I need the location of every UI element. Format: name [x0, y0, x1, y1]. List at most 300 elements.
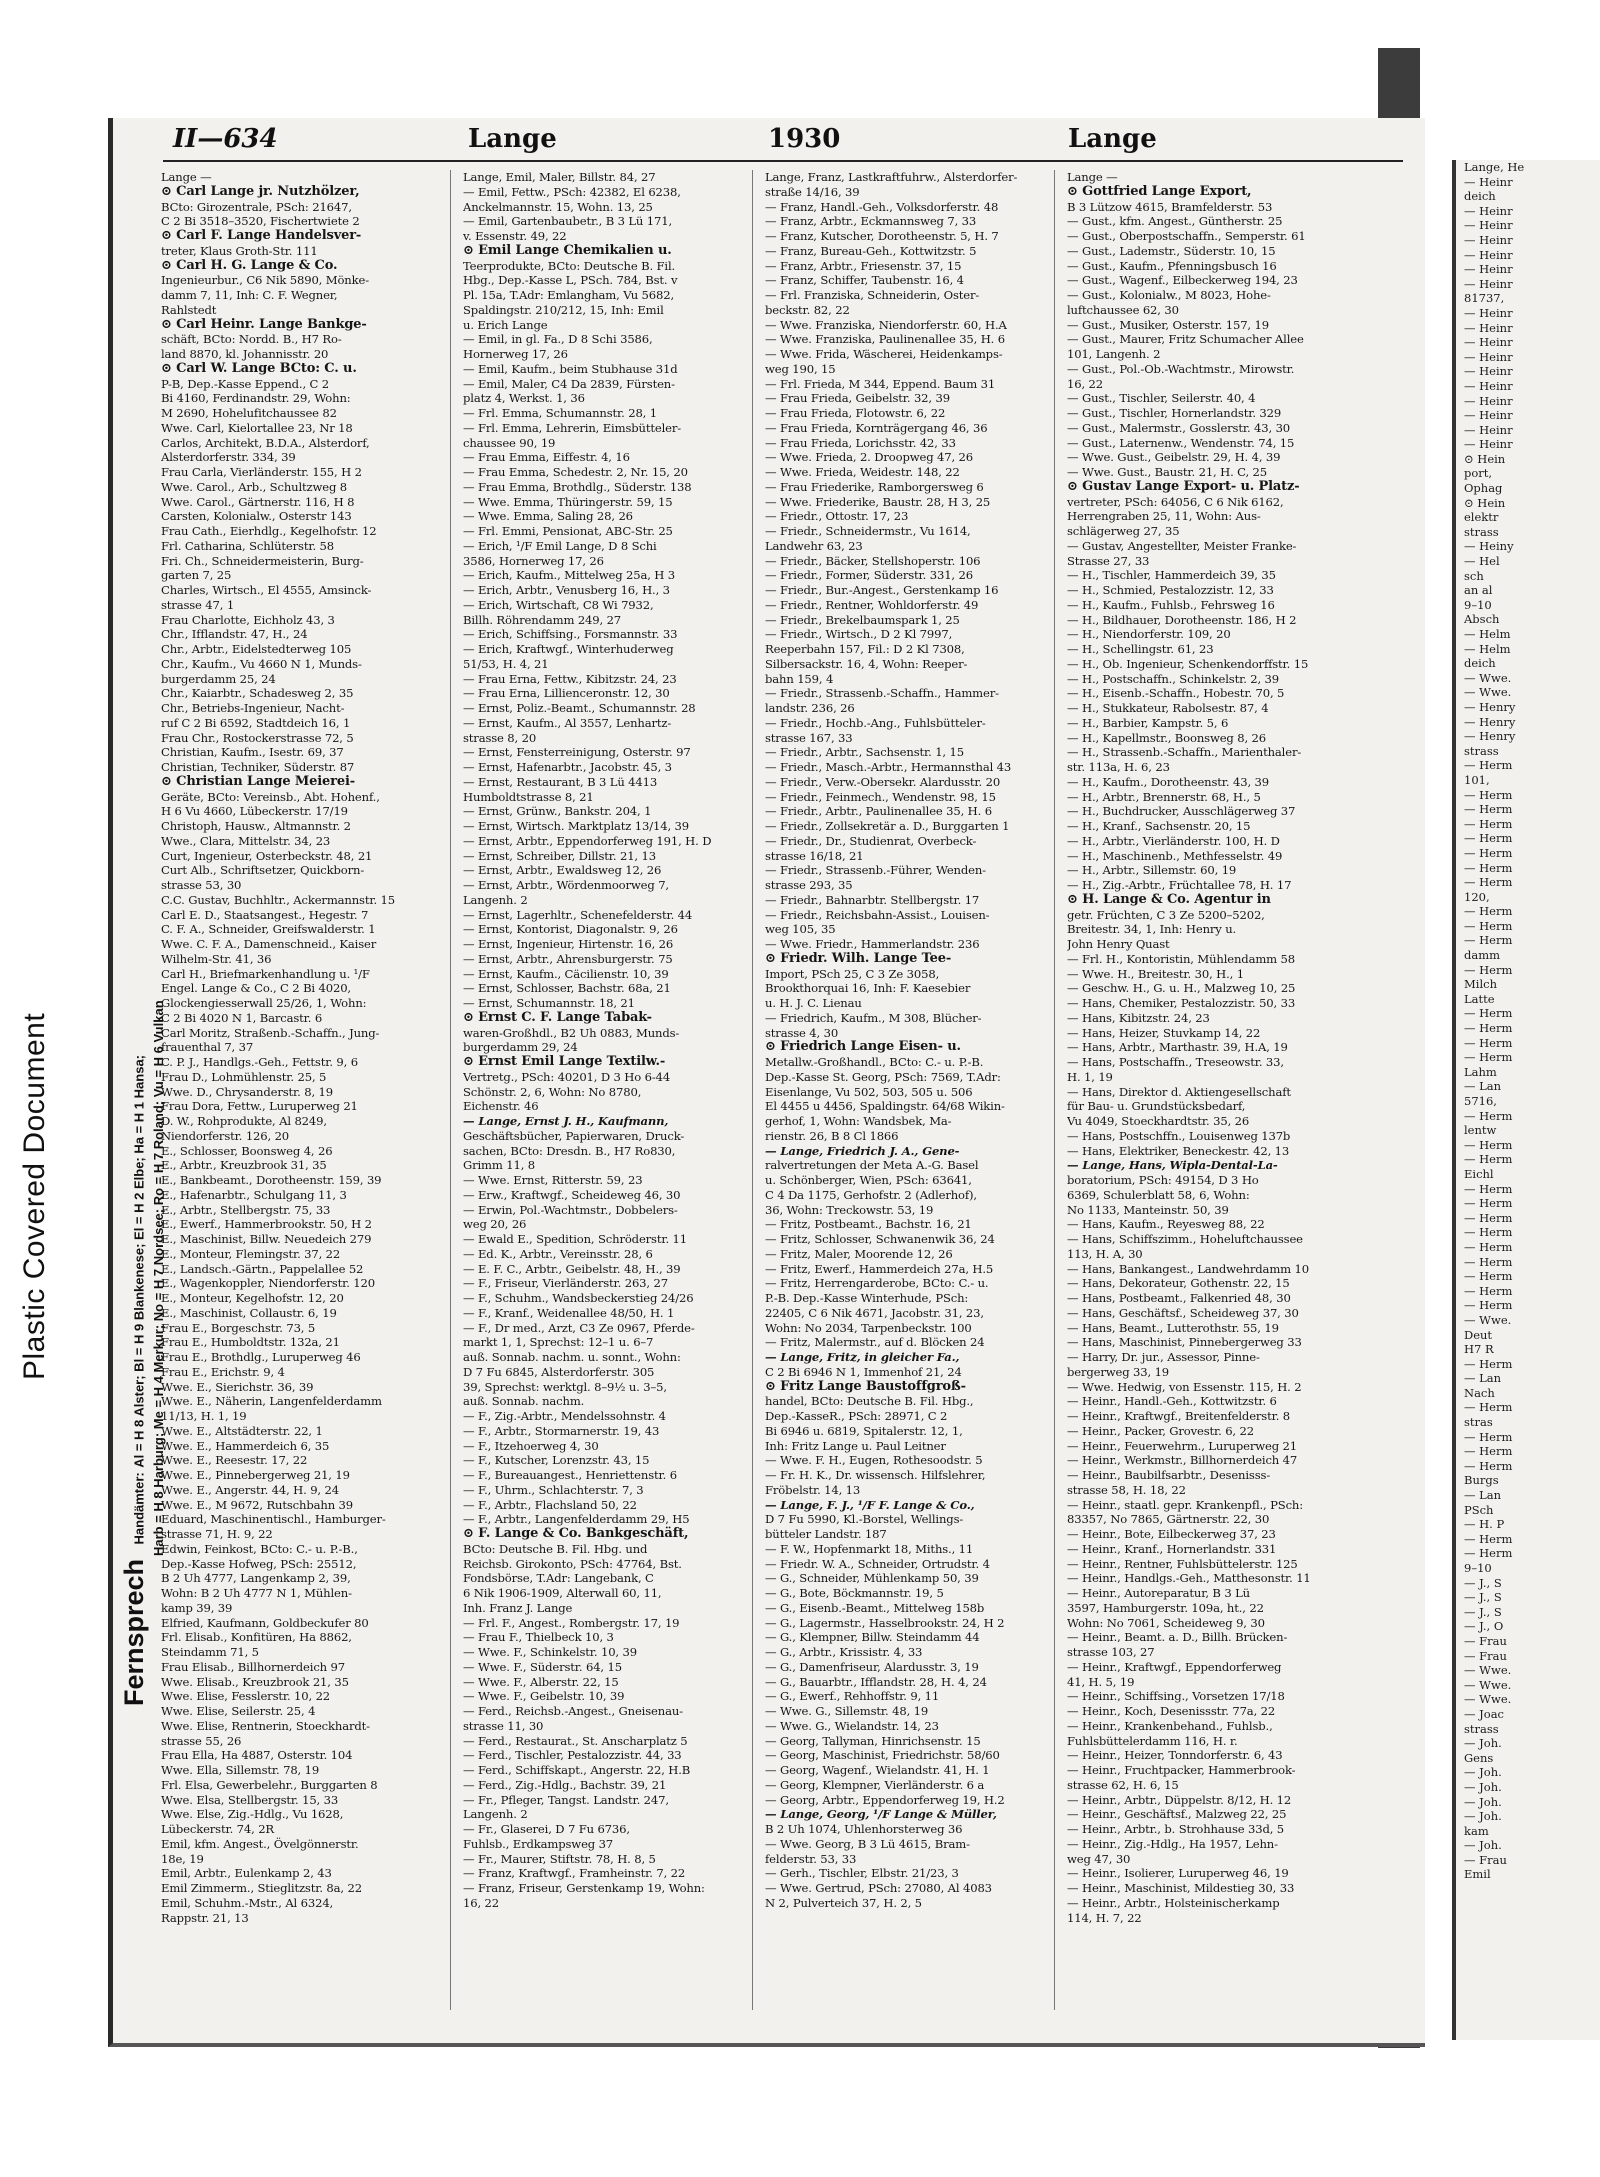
directory-entry-line: Fuhlsb., Erdkampsweg 37: [463, 1836, 614, 1851]
directory-entry-line: Inh: Fritz Lange u. Paul Leitner: [765, 1438, 946, 1453]
directory-entry-line: damm 7, 11, Inh: C. F. Wegner,: [161, 288, 338, 302]
directory-entry-line: Frau Dora, Fettw., Luruperweg 21: [161, 1099, 358, 1114]
directory-entry-line: — Wwe. Georg, B 3 Lü 4615, Bram-: [765, 1836, 970, 1851]
directory-entry-line: — G., Klempner, Billw. Steindamm 44: [765, 1630, 980, 1645]
adjacent-page-line: — Wwe.: [1464, 670, 1512, 685]
adjacent-page-line: — Heinr: [1464, 335, 1513, 350]
directory-entry-line: — H., Arbtr., Brennerstr. 68, H., 5: [1067, 789, 1261, 804]
directory-entry-line: — Gust., Pol.-Ob.-Wachtmstr., Mirowstr.: [1067, 361, 1295, 376]
directory-entry-line: — F., Arbtr., Stormarnerstr. 19, 43: [463, 1423, 660, 1438]
directory-entry-line: Wwe. Elise, Seilerstr. 25, 4: [161, 1704, 316, 1718]
directory-entry-line: C 4 Da 1175, Gerhofstr. 2 (Adlerhof),: [765, 1187, 977, 1202]
directory-entry-line: 16, 22: [463, 1895, 499, 1910]
directory-entry-line: Wwe. E., Angerstr. 44, H. 9, 24: [161, 1482, 339, 1497]
legend-subtitle: Handämter:: [131, 1472, 147, 1545]
directory-entry-line: — Frl. Emma, Schumannstr. 28, 1: [463, 406, 657, 420]
directory-entry-line: — Heinr., Packer, Grovestr. 6, 22: [1067, 1423, 1254, 1438]
directory-entry-line: — Frau Frieda, Flotowstr. 6, 22: [765, 406, 946, 420]
directory-entry-line: — Wwe. G., Wielandstr. 14, 23: [765, 1718, 939, 1733]
directory-entry-line: — Gust., Oberpostschaffn., Semperstr. 61: [1067, 229, 1306, 243]
directory-entry-line: handel, BCto: Deutsche B. Fil. Hbg.,: [765, 1394, 974, 1409]
directory-entry-line: Engel. Lange & Co., C 2 Bi 4020,: [161, 981, 351, 996]
adjacent-page-line: Ophag: [1464, 481, 1503, 496]
directory-entry-line: Lange —: [1067, 170, 1118, 184]
adjacent-page-line: — Herm: [1464, 904, 1513, 919]
adjacent-page-line: Eichl: [1464, 1166, 1494, 1181]
directory-column-2: [463, 170, 739, 2030]
directory-entry-line: — Ferd., Zig.-Hdlg., Bachstr. 39, 21: [463, 1777, 667, 1792]
directory-entry-line: Carsten, Kolonialw., Osterstr 143: [161, 509, 352, 524]
header-keyword-right: Lange: [1068, 124, 1157, 154]
adjacent-page-line: — Heinr: [1464, 378, 1513, 393]
directory-entry-line: Frau Chr., Rostockerstrasse 72, 5: [161, 730, 354, 745]
directory-entry-line: C 2 Bi 3518–3520, Fischertwiete 2: [161, 214, 360, 229]
directory-entry-line: schlägerweg 27, 35: [1067, 524, 1180, 538]
adjacent-page-line: — Herm: [1464, 962, 1513, 977]
directory-entry-line: — Wwe. Friedr., Hammerlandstr. 236: [765, 937, 980, 951]
adjacent-page-line: — Herm: [1464, 1531, 1513, 1546]
directory-entry-line: — Ernst, Kaufm., Al 3557, Lenhartz-: [463, 715, 672, 730]
adjacent-page-line: — Wwe.: [1464, 1692, 1512, 1707]
directory-entry-line: Carl E. D., Staatsangest., Hegestr. 7: [161, 907, 369, 922]
directory-entry-line: — Friedrich, Kaufm., M 308, Blücher-: [765, 1010, 982, 1025]
directory-entry-line: bahn 159, 4: [765, 671, 834, 686]
directory-entry-line: C. P. J., Handlgs.-Geh., Fettstr. 9, 6: [161, 1055, 358, 1069]
directory-entry-line: — F., Itzehoerweg 4, 30: [463, 1438, 599, 1453]
directory-entry-line: Wohn: B 2 Uh 4777 N 1, Mühlen-: [161, 1586, 352, 1600]
directory-entry-line: — H., Tischler, Hammerdeich 39, 35: [1067, 568, 1276, 583]
directory-entry-line: Chr., Kaiarbtr., Schadesweg 2, 35: [161, 686, 354, 701]
adjacent-page-line: — Herm: [1464, 1283, 1513, 1298]
directory-entry-line: Wwe. Elise, Rentnerin, Stoeckhardt-: [161, 1718, 370, 1733]
directory-entry-line: Langenh. 2: [463, 892, 528, 907]
directory-entry-line: — Heinr., Zig.-Hdlg., Ha 1957, Lehn-: [1067, 1836, 1278, 1851]
directory-entry-line: — Hans, Kibitzstr. 24, 23: [1067, 1010, 1210, 1025]
directory-entry-line: — Ernst, Grünw., Bankstr. 204, 1: [463, 804, 652, 819]
directory-entry-line: — Heinr., Heizer, Tonndorferstr. 6, 43: [1067, 1748, 1283, 1763]
directory-entry-line: u. Schönberger, Wien, PSch: 63641,: [765, 1173, 972, 1187]
directory-entry-line: 101, Langenh. 2: [1067, 347, 1161, 361]
directory-entry-line: — H., Strassenb.-Schaffn., Marienthaler-: [1067, 745, 1302, 760]
adjacent-page-line: damm: [1464, 948, 1501, 963]
directory-entry-line: — Wwe. F., Geibelstr. 10, 39: [463, 1689, 625, 1704]
adjacent-page-fragment: [1452, 160, 1600, 2040]
adjacent-page-line: — Herm: [1464, 1181, 1513, 1196]
directory-entry-line: — Friedr., Arbtr., Paulinenallee 35, H. 6: [765, 804, 992, 819]
directory-entry-line: schäft, BCto: Nordd. B., H7 Ro-: [161, 332, 342, 347]
directory-entry-line: Frau E., Humboldtstr. 132a, 21: [161, 1335, 340, 1350]
directory-entry-line: Herrengraben 25, 11, Wohn: Aus-: [1067, 509, 1261, 524]
directory-entry-line: Dep.-Kasse Hofweg, PSch: 25512,: [161, 1556, 357, 1571]
directory-entry-line: Emil, kfm. Angest., Övelgönnerstr.: [161, 1836, 359, 1851]
directory-entry-line: — Heinr., Isolierer, Luruperweg 46, 19: [1067, 1866, 1289, 1881]
directory-entry-line: — Hans, Dekorateur, Gothenstr. 22, 15: [1067, 1276, 1290, 1291]
directory-entry-line: Wwe. Carol., Gärtnerstr. 116, H 8: [161, 494, 355, 509]
directory-entry-line: — Friedr., Arbtr., Sachsenstr. 1, 15: [765, 745, 964, 760]
adjacent-page-line: — Herm: [1464, 816, 1513, 831]
directory-entry-line: Dep.-KasseR., PSch: 28971, C 2: [765, 1409, 948, 1423]
adjacent-page-line: — Herm: [1464, 1444, 1513, 1459]
directory-entry-line: Curt, Ingenieur, Osterbeckstr. 48, 21: [161, 848, 373, 863]
directory-entry-line: kamp 39, 39: [161, 1600, 233, 1615]
directory-entry-line: Frl. Elisab., Konfitüren, Ha 8862,: [161, 1630, 352, 1645]
directory-entry-line: — G., Ewerf., Rehhoffstr. 9, 11: [765, 1689, 940, 1704]
header-year: 1930: [768, 124, 841, 154]
directory-entry-line: 36, Wohn: Treckowstr. 53, 19: [765, 1202, 934, 1217]
adjacent-page-line: — Herm: [1464, 787, 1513, 802]
adjacent-page-line: deich: [1464, 656, 1496, 671]
adjacent-page-line: — Helm: [1464, 627, 1511, 641]
directory-entry-line: frauenthal 7, 37: [161, 1040, 254, 1055]
directory-entry-line: u. H. J. C. Lienau: [765, 996, 862, 1010]
directory-entry-line: — Frl. Emma, Lehrerin, Eimsbütteler-: [463, 420, 682, 435]
directory-entry-line: Humboldtstrasse 8, 21: [463, 789, 594, 804]
adjacent-page-line: — J., S: [1464, 1604, 1502, 1619]
directory-entry-line: Emil, Schuhm.-Mstr., Al 6324,: [161, 1895, 334, 1910]
adjacent-page-line: — Herm: [1464, 860, 1513, 875]
directory-entry-line: Vertretg., PSch: 40201, D 3 Ho 6-44: [463, 1069, 671, 1084]
directory-entry-line: 113, H. A, 30: [1067, 1246, 1143, 1261]
directory-entry-line: — Frl. Franziska, Schneiderin, Oster-: [765, 288, 980, 302]
directory-entry-line: ⊙ Ernst C. F. Lange Tabak-: [463, 1009, 652, 1025]
adjacent-page-line: elektr: [1464, 510, 1499, 525]
directory-entry-line: — G., Damenfriseur, Alardusstr. 3, 19: [765, 1659, 979, 1674]
adjacent-page-line: — Joh.: [1464, 1736, 1502, 1751]
directory-entry-line: ruf C 2 Bi 6592, Stadtdeich 16, 1: [161, 715, 351, 730]
directory-entry-line: — Emil, Gartenbaubetr., B 3 Lü 171,: [463, 214, 672, 229]
directory-entry-line: Wwe. Elise, Fesslerstr. 10, 22: [161, 1689, 331, 1704]
adjacent-page-line: — Herm: [1464, 1021, 1513, 1036]
directory-entry-line: — Ernst, Ingenieur, Hirtenstr. 16, 26: [463, 937, 674, 951]
directory-entry-line: — Ernst, Lagerhltr., Schenefelderstr. 44: [463, 907, 693, 922]
adjacent-page-line: — Wwe.: [1464, 1312, 1512, 1327]
directory-entry-line: — Wwe. Ernst, Ritterstr. 59, 23: [463, 1173, 643, 1187]
directory-entry-line: weg 105, 35: [765, 922, 836, 937]
adjacent-page-line: — Heiny: [1464, 539, 1514, 554]
adjacent-page-line: — Lan: [1464, 1371, 1502, 1386]
directory-entry-line: Frau Carla, Vierländerstr. 155, H 2: [161, 465, 362, 479]
adjacent-page-line: — Heinr: [1464, 203, 1513, 218]
directory-entry-line: v. Essenstr. 49, 22: [463, 229, 567, 243]
directory-entry-line: — Lange, Georg, ¹/F Lange & Müller,: [765, 1807, 997, 1822]
directory-entry-line: — Fritz, Ewerf., Hammerdeich 27a, H.5: [765, 1261, 994, 1276]
directory-entry-line: — Gust., Wagenf., Eilbeckerweg 194, 23: [1067, 273, 1298, 288]
directory-entry-line: — Wwe. Friederike, Baustr. 28, H 3, 25: [765, 494, 991, 509]
directory-entry-line: markt 1, 1, Sprechst: 12–1 u. 6–7: [463, 1335, 654, 1350]
directory-entry-line: Frl. Elsa, Gewerbelehr., Burggarten 8: [161, 1777, 378, 1792]
directory-entry-line: — Hans, Postbeamt., Falkenried 48, 30: [1067, 1291, 1291, 1305]
directory-entry-line: — G., Bote, Böckmannstr. 19, 5: [765, 1586, 944, 1600]
directory-entry-line: strasse 4, 30: [765, 1025, 839, 1040]
directory-entry-line: — Fritz, Schlosser, Schwanenwik 36, 24: [765, 1232, 995, 1246]
directory-entry-line: M 2690, Hohelufitchaussee 82: [161, 406, 337, 420]
directory-entry-line: — Ferd., Tischler, Pestalozzistr. 44, 33: [463, 1748, 682, 1763]
directory-entry-line: chaussee 90, 19: [463, 435, 556, 450]
directory-entry-line: ⊙ Friedrich Lange Eisen- u.: [765, 1039, 961, 1055]
directory-entry-line: — Ernst, Hafenarbtr., Jacobstr. 45, 3: [463, 760, 672, 774]
column-divider: [450, 170, 451, 2010]
directory-entry-line: Strasse 27, 33: [1067, 553, 1150, 568]
directory-entry-line: — Ernst, Arbtr., Wördenmoorweg 7,: [463, 878, 669, 892]
adjacent-page-line: — Heinr: [1464, 422, 1513, 437]
directory-entry-line: — Friedr., Zollsekretär a. D., Burggarten 1: [765, 819, 1010, 833]
adjacent-page-line: ⊙ Hein: [1464, 451, 1506, 466]
directory-entry-line: burgerdamm 29, 24: [463, 1040, 578, 1055]
adjacent-page-line: — Herm: [1464, 1429, 1513, 1444]
directory-entry-line: — Lange, Fritz, in gleicher Fa.,: [765, 1350, 960, 1364]
adjacent-page-line: — Joh.: [1464, 1838, 1502, 1853]
directory-entry-line: — Ernst, Arbtr., Ewaldsweg 12, 26: [463, 863, 662, 878]
adjacent-page-line: — Heinr: [1464, 320, 1513, 335]
directory-entry-line: Vu 4049, Stoeckhardtstr. 35, 26: [1067, 1114, 1250, 1128]
directory-entry-line: Frau E., Erichstr. 9, 4: [161, 1364, 285, 1379]
directory-entry-line: — Emil, Kaufm., beim Stubhause 31d: [463, 361, 678, 376]
directory-entry-line: — Fr., Glaserei, D 7 Fu 6736,: [463, 1822, 630, 1836]
directory-entry-line: — Heinr., Feuerwehrm., Luruperweg 21: [1067, 1438, 1297, 1453]
adjacent-page-line: lentw: [1464, 1123, 1497, 1138]
directory-entry-line: — Wwe. Gust., Baustr. 21, H. C, 25: [1067, 465, 1267, 479]
directory-entry-line: Ingenieurbur., C6 Nik 5890, Mönke-: [161, 273, 369, 288]
directory-entry-line: — H., Eisenb.-Schaffn., Hobestr. 70, 5: [1067, 686, 1285, 701]
directory-entry-line: — Hans, Bankangest., Landwehrdamm 10: [1067, 1261, 1309, 1276]
directory-entry-line: strasse 53, 30: [161, 878, 242, 892]
directory-entry-line: Frl. Catharina, Schlüterstr. 58: [161, 538, 334, 553]
directory-entry-line: ⊙ H. Lange & Co. Agentur in: [1067, 891, 1271, 907]
page-header: [163, 124, 1403, 162]
directory-entry-line: Wwe. Carol., Arb., Schultzweg 8: [161, 479, 347, 494]
adjacent-page-line: — Herm: [1464, 1400, 1513, 1415]
adjacent-page-line: — Herm: [1464, 1152, 1513, 1167]
directory-entry-line: E., Bankbeamt., Dorotheenstr. 159, 39: [161, 1173, 382, 1187]
column-divider: [1054, 170, 1055, 2010]
directory-entry-line: Charles, Wirtsch., El 4555, Amsinck-: [161, 583, 372, 597]
directory-page: [108, 118, 1425, 2047]
adjacent-page-line: — Herm: [1464, 875, 1513, 890]
directory-entry-line: — Lange, F. J., ¹/F F. Lange & Co.,: [765, 1497, 975, 1512]
directory-entry-line: strasse 71, H. 9, 22: [161, 1527, 273, 1541]
adjacent-page-line: Gens: [1464, 1750, 1494, 1765]
adjacent-page-line: — Heinr: [1464, 305, 1513, 320]
directory-entry-line: — Hans, Schiffszimm., Hoheluftchaussee: [1067, 1232, 1303, 1246]
directory-entry-line: — Harry, Dr. jur., Assessor, Pinne-: [1067, 1350, 1260, 1364]
directory-entry-line: ⊙ Carl H. G. Lange & Co.: [161, 257, 338, 273]
directory-entry-line: — Frl. F., Angest., Rombergstr. 17, 19: [463, 1615, 680, 1630]
directory-entry-line: — F., Bureauangest., Henriettenstr. 6: [463, 1468, 677, 1482]
adjacent-page-line: — Herm: [1464, 1050, 1513, 1065]
directory-entry-line: gerhof, 1, Wohn: Wandsbek, Ma-: [765, 1114, 952, 1128]
adjacent-page-line: — Joh.: [1464, 1779, 1502, 1794]
page-number: II—634: [173, 124, 278, 154]
directory-entry-line: sachen, BCto: Dresdn. B., H7 Ro830,: [463, 1143, 676, 1158]
directory-entry-line: — H., Schellingstr. 61, 23: [1067, 642, 1214, 656]
directory-entry-line: — Frl. Frieda, M 344, Eppend. Baum 31: [765, 376, 996, 391]
directory-entry-line: — Georg, Wagenf., Wielandstr. 41, H. 1: [765, 1763, 990, 1777]
directory-entry-line: Hbg., Dep.-Kasse L, PSch. 784, Bst. v: [463, 273, 678, 288]
directory-entry-line: Chr., Kaufm., Vu 4660 N 1, Munds-: [161, 656, 362, 671]
adjacent-page-line: Milch: [1464, 977, 1497, 992]
directory-entry-line: Teerprodukte, BCto: Deutsche B. Fil.: [463, 258, 676, 273]
directory-entry-line: — F., Zig.-Arbtr., Mendelssohnstr. 4: [463, 1409, 666, 1423]
directory-entry-line: Frau Charlotte, Eichholz 43, 3: [161, 612, 335, 627]
directory-entry-line: — Wwe. Franziska, Niendorferstr. 60, H.A: [765, 317, 1007, 332]
directory-entry-line: — Ernst, Schlosser, Bachstr. 68a, 21: [463, 981, 671, 996]
directory-entry-line: B 2 Uh 4777, Langenkamp 2, 39,: [161, 1571, 351, 1586]
adjacent-page-line: — Herm: [1464, 933, 1513, 948]
directory-entry-line: — F., Schuhm., Wandsbeckerstieg 24/26: [463, 1291, 694, 1305]
directory-entry-line: — Hans, Postschaffn., Treseowstr. 33,: [1067, 1055, 1284, 1069]
directory-entry-line: — Franz, Kutscher, Dorotheenstr. 5, H. 7: [765, 229, 999, 243]
directory-entry-line: — Ernst, Fensterreinigung, Osterstr. 97: [463, 745, 691, 760]
directory-entry-line: — Frau F., Thielbeck 10, 3: [463, 1630, 614, 1645]
directory-entry-line: — Fritz, Malermstr., auf d. Blöcken 24: [765, 1335, 985, 1350]
directory-entry-line: Carl Moritz, Straßenb.-Schaffn., Jung-: [161, 1025, 380, 1040]
directory-entry-line: — Hans, Elektriker, Beneckestr. 42, 13: [1067, 1143, 1290, 1158]
adjacent-page-line: — Heinr: [1464, 393, 1513, 408]
directory-entry-line: — Hans, Direktor d. Aktiengesellschaft: [1067, 1084, 1291, 1099]
directory-entry-line: — F., Friseur, Vierländerstr. 263, 27: [463, 1276, 668, 1291]
directory-entry-line: — Erich, Arbtr., Venusberg 16, H., 3: [463, 583, 670, 597]
directory-entry-line: ⊙ Fritz Lange Baustoffgroß-: [765, 1378, 966, 1394]
directory-entry-line: P.-B. Dep.-Kasse Winterhude, PSch:: [765, 1291, 969, 1305]
directory-entry-line: — Frau Frieda, Lorichsstr. 42, 33: [765, 435, 956, 450]
directory-entry-line: ⊙ Gustav Lange Export- u. Platz-: [1067, 478, 1300, 494]
directory-entry-line: — Heinr., Kraftwgf., Eppendorferweg: [1067, 1659, 1282, 1674]
directory-entry-line: waren-Großhdl., B2 Uh 0883, Munds-: [463, 1025, 680, 1040]
directory-entry-line: felderstr. 53, 33: [765, 1851, 857, 1866]
directory-entry-line: — Heinr., Rentner, Fuhlsbüttelerstr. 125: [1067, 1556, 1298, 1571]
directory-entry-line: Reichsb. Girokonto, PSch: 47764, Bst.: [463, 1556, 682, 1571]
directory-entry-line: — Frau Emma, Schedestr. 2, Nr. 15, 20: [463, 465, 688, 479]
directory-entry-line: — Franz, Handl.-Geh., Volksdorferstr. 48: [765, 199, 999, 214]
adjacent-page-line: Nach: [1464, 1385, 1495, 1400]
directory-entry-line: Emil, Arbtr., Eulenkamp 2, 43: [161, 1866, 332, 1881]
adjacent-page-line: port,: [1464, 466, 1493, 481]
adjacent-page-line: 81737,: [1464, 291, 1505, 306]
adjacent-page-line: — Herm: [1464, 1137, 1513, 1152]
directory-entry-line: — Wwe. Franziska, Paulinenallee 35, H. 6: [765, 332, 1005, 347]
directory-entry-line: — Ernst, Kaufm., Cäcilienstr. 10, 39: [463, 966, 669, 981]
directory-entry-line: — Ernst, Poliz.-Beamt., Schumannstr. 28: [463, 701, 696, 715]
directory-entry-line: Geräte, BCto: Vereinsb., Abt. Hohenf.,: [161, 789, 380, 804]
directory-entry-line: — Heinr., Schiffsing., Vorsetzen 17/18: [1067, 1689, 1285, 1704]
directory-entry-line: — Heinr., Werkmstr., Billhornerdeich 47: [1067, 1453, 1298, 1468]
directory-entry-line: Wwe. Elisab., Kreuzbrook 21, 35: [161, 1674, 349, 1689]
adjacent-page-line: — Lan: [1464, 1488, 1502, 1503]
directory-entry-line: — H., Niendorferstr. 109, 20: [1067, 627, 1231, 642]
directory-entry-line: — H., Kaufm., Fuhlsb., Fehrsweg 16: [1067, 597, 1275, 612]
directory-entry-line: — Georg, Klempner, Vierländerstr. 6 a: [765, 1777, 985, 1792]
directory-entry-line: — Ed. K., Arbtr., Vereinsstr. 28, 6: [463, 1246, 653, 1261]
directory-entry-line: — Heinr., Handl.-Geh., Kottwitzstr. 6: [1067, 1394, 1277, 1409]
directory-entry-line: Lange, Franz, Lastkraftfuhrw., Alsterdorfer-: [765, 170, 1018, 184]
directory-entry-line: Christoph, Hausw., Altmannstr. 2: [161, 819, 351, 833]
directory-entry-line: — Heinr., Krankenbehand., Fuhlsb.,: [1067, 1718, 1273, 1733]
directory-entry-line: — Franz, Arbtr., Eckmannsweg 7, 33: [765, 214, 977, 229]
directory-entry-line: Niendorferstr. 126, 20: [161, 1128, 290, 1143]
directory-entry-line: vertreter, PSch: 64056, C 6 Nik 6162,: [1067, 494, 1284, 509]
directory-entry-line: Wwe. E., Reesestr. 17, 22: [161, 1453, 308, 1468]
adjacent-page-line: — Herm: [1464, 1269, 1513, 1284]
adjacent-page-line: — Heinr: [1464, 364, 1513, 379]
adjacent-page-line: — Helm: [1464, 641, 1511, 656]
directory-entry-line: beckstr. 82, 22: [765, 302, 850, 317]
directory-entry-line: — Wwe. Emma, Thüringerstr. 59, 15: [463, 494, 673, 509]
directory-entry-line: — Friedr., Masch.-Arbtr., Hermannsthal 43: [765, 760, 1012, 774]
directory-entry-line: Wwe. Else, Zig.-Hdlg., Vu 1628,: [161, 1807, 344, 1822]
directory-entry-line: Rahlstedt: [161, 302, 217, 317]
directory-entry-line: 22405, C 6 Nik 4671, Jacobstr. 31, 23,: [765, 1305, 984, 1320]
directory-entry-line: Chr., Betriebs-Ingenieur, Nacht-: [161, 701, 345, 715]
directory-entry-line: — Friedr., Verw.-Obersekr. Alardusstr. 20: [765, 774, 1001, 789]
directory-entry-line: strasse 55, 26: [161, 1733, 242, 1748]
directory-entry-line: boratorium, PSch: 49154, D 3 Ho: [1067, 1173, 1259, 1187]
adjacent-page-line: — Heinr: [1464, 349, 1513, 364]
directory-entry-line: getr. Früchten, C 3 Ze 5200–5202,: [1067, 907, 1265, 922]
adjacent-page-line: — Heinr: [1464, 276, 1513, 291]
directory-entry-line: — Friedr., Strassenb.-Führer, Wenden-: [765, 863, 986, 878]
directory-entry-line: — Emil, Maler, C4 Da 2839, Fürsten-: [463, 376, 675, 391]
directory-entry-line: Wwe., Clara, Mittelstr. 34, 23: [161, 833, 331, 848]
directory-entry-line: 39, Sprechst: werktgl. 8–9½ u. 3–5,: [463, 1379, 667, 1394]
directory-entry-line: — Heinr., Arbtr., Holsteinischerkamp: [1067, 1895, 1280, 1910]
directory-entry-line: El 4455 u 4456, Spaldingstr. 64/68 Wikin-: [765, 1099, 1005, 1114]
directory-entry-line: rienstr. 26, B 8 Cl 1866: [765, 1128, 899, 1143]
directory-entry-line: — G., Lagermstr., Hasselbrookstr. 24, H 2: [765, 1615, 1005, 1630]
directory-entry-line: — H., Arbtr., Sillemstr. 60, 19: [1067, 863, 1237, 878]
directory-entry-line: — Heinr., Fruchtpacker, Hammerbrook-: [1067, 1763, 1296, 1777]
directory-entry-line: Eichenstr. 46: [463, 1099, 539, 1114]
directory-entry-line: — Friedr., Bur.-Angest., Gerstenkamp 16: [765, 583, 999, 597]
directory-entry-line: — Franz, Schiffer, Taubenstr. 16, 4: [765, 273, 964, 288]
directory-entry-line: — Wwe. Gust., Geibelstr. 29, H. 4, 39: [1067, 450, 1281, 465]
directory-entry-line: — Gust., Kolonialw., M 8023, Hohe-: [1067, 288, 1271, 302]
directory-entry-line: — Ewald E., Spedition, Schröderstr. 11: [463, 1232, 688, 1246]
directory-entry-line: Anckelmannstr. 15, Wohn. 13, 25: [463, 199, 653, 214]
directory-entry-line: — Friedr., Brekelbaumspark 1, 25: [765, 612, 960, 627]
directory-entry-line: — Gust., Musiker, Osterstr. 157, 19: [1067, 317, 1269, 332]
directory-entry-line: — Erich, ¹/F Emil Lange, D 8 Schi: [463, 538, 657, 553]
directory-entry-line: C 2 Bi 4020 N 1, Barcastr. 6: [161, 1010, 323, 1025]
directory-entry-line: ⊙ Carl Lange jr. Nutzhölzer,: [161, 183, 360, 199]
adjacent-page-line: — Herm: [1464, 1210, 1513, 1225]
directory-entry-line: — Frl. Emmi, Pensionat, ABC-Str. 25: [463, 524, 673, 538]
adjacent-page-line: — Joh.: [1464, 1794, 1502, 1809]
directory-entry-line: — Ernst, Kontorist, Diagonalstr. 9, 26: [463, 922, 678, 937]
directory-entry-line: Frau Cath., Eierhdlg., Kegelhofstr. 12: [161, 524, 377, 538]
directory-entry-line: — Wwe. Frieda, 2. Droopweg 47, 26: [765, 450, 973, 465]
adjacent-page-line: — Herm: [1464, 1546, 1513, 1561]
directory-entry-line: — H., Ob. Ingenieur, Schenkendorffstr. 15: [1067, 656, 1309, 671]
directory-entry-line: Wohn: No 7061, Scheideweg 9, 30: [1067, 1615, 1265, 1630]
directory-entry-line: Wwe. E., M 9672, Rutschbahn 39: [161, 1497, 353, 1512]
directory-entry-line: — Heinr., Beamt. a. D., Billh. Brücken-: [1067, 1630, 1288, 1645]
directory-entry-line: 114, H. 7, 22: [1067, 1910, 1142, 1925]
directory-entry-line: Wwe. Elsa, Stellbergstr. 15, 33: [161, 1792, 339, 1807]
directory-entry-line: — Friedr., Schneidermstr., Vu 1614,: [765, 524, 971, 538]
adjacent-page-line: — Hel: [1464, 554, 1500, 569]
directory-entry-line: 51/53, H. 4, 21: [463, 656, 549, 671]
adjacent-page-line: — Heinr: [1464, 437, 1513, 452]
directory-entry-line: — G., Schneider, Mühlenkamp 50, 39: [765, 1571, 979, 1586]
directory-entry-line: — H., Stukkateur, Rabolsestr. 87, 4: [1067, 701, 1269, 715]
adjacent-page-line: — Herm: [1464, 845, 1513, 860]
directory-entry-line: — Ferd., Reichsb.-Angest., Gneisenau-: [463, 1704, 683, 1718]
adjacent-page-line: — Heinr: [1464, 408, 1513, 423]
directory-entry-line: 6 Nik 1906-1909, Alterwall 60, 11,: [463, 1586, 662, 1600]
directory-entry-line: strasse 16/18, 21: [765, 848, 864, 863]
adjacent-page-line: — Herm: [1464, 1196, 1513, 1211]
directory-entry-line: Edwin, Feinkost, BCto: C.- u. P.-B.,: [161, 1541, 358, 1556]
